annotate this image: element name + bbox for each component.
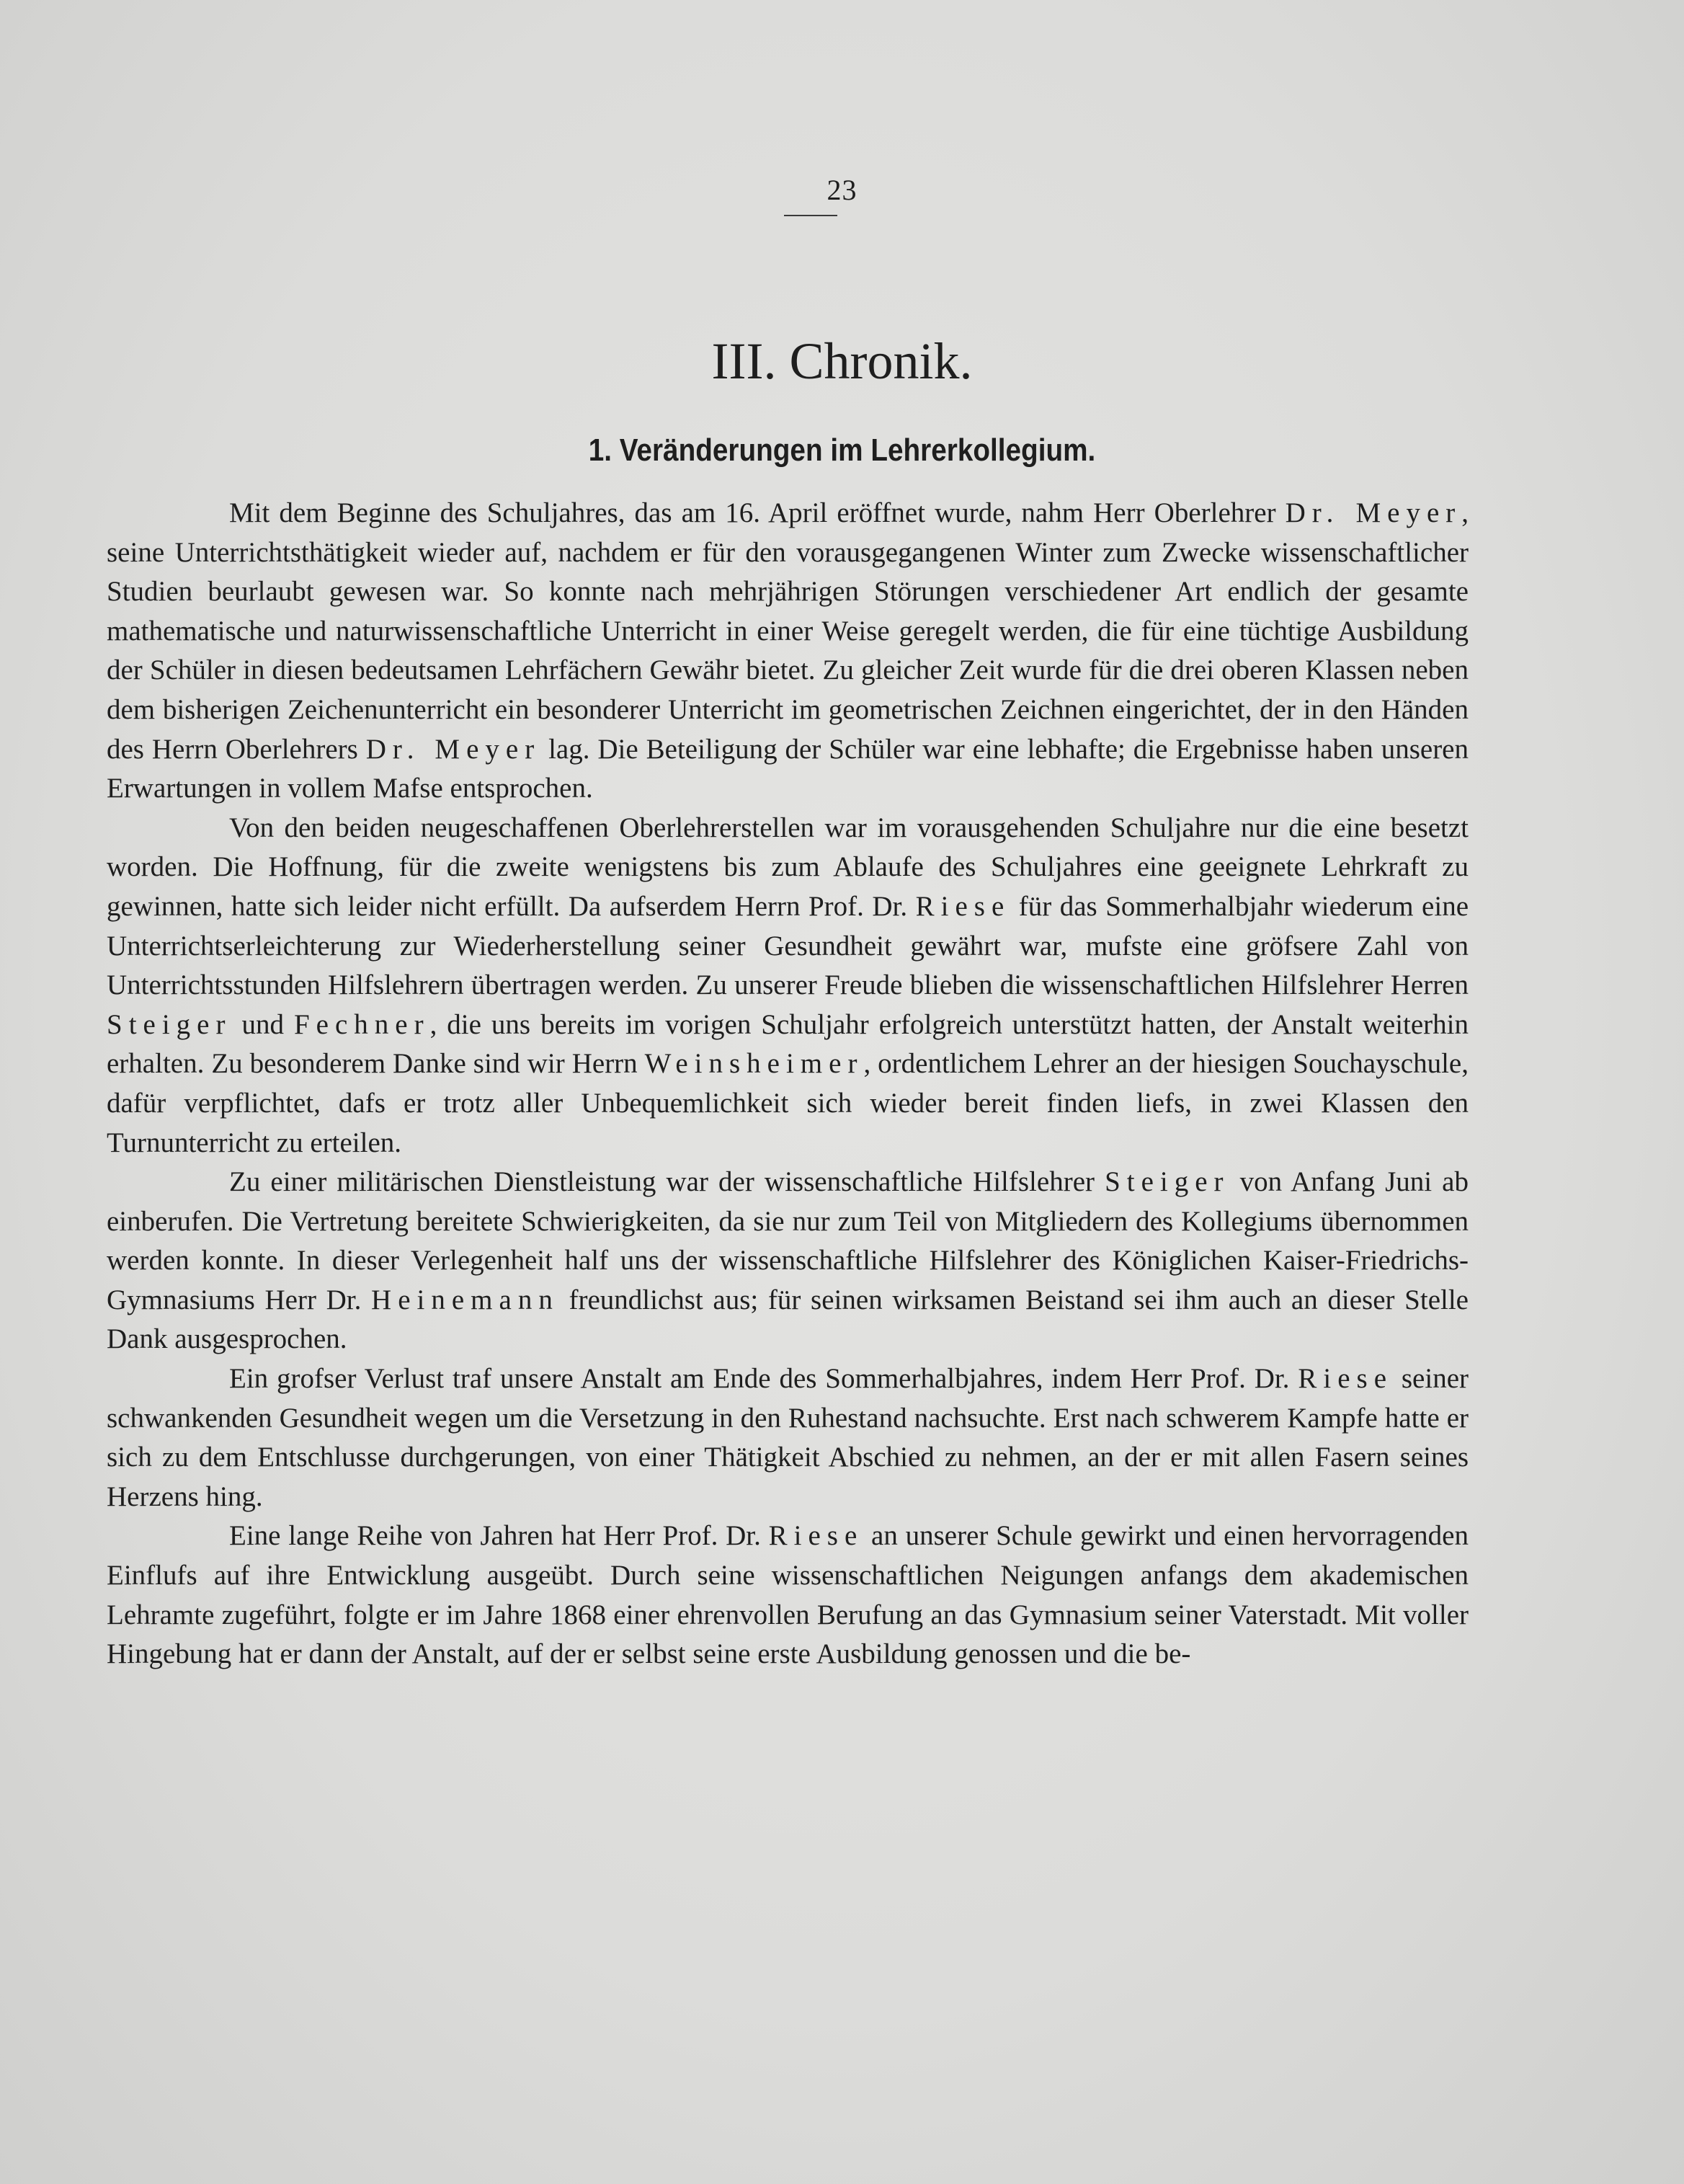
chapter-title: III. Chronik.	[711, 332, 973, 390]
text-run: , die uns bereits im vorigen Schuljahr erfolgreich unterstützt hatten, der Anstalt weiterhin erhalten. Zu besonderem Danke sind wir Herrn	[107, 1008, 1469, 1080]
name-steiger: Steiger	[1105, 1166, 1230, 1198]
paragraph-3	[107, 1163, 1469, 1359]
name-riese: Riese	[1298, 1363, 1394, 1395]
paragraph-2	[107, 809, 1469, 1163]
text-run: lag. Die Beteiligung der Schüler war eine lebhafte; die Ergebnisse haben unseren Erwartungen in vollem Mafse entsprochen.	[107, 733, 1469, 804]
paragraph-5	[107, 1517, 1469, 1674]
paragraph-4	[107, 1359, 1469, 1517]
text-run: für das Sommerhalbjahr wiederum eine Unterrichtserleichterung zur Wiederherstellung seiner Gesundheit gewährt war, mufste eine gröfsere Zahl von Unterrichtsstunden Hilfslehrern übertragen werden. Zu unserer Freude blieben die wissenschaftlichen Hilfslehrer Herren	[107, 890, 1469, 1001]
name-meyer: Dr. Meyer	[365, 733, 541, 765]
text-run: und	[231, 1008, 294, 1040]
page-number-rule	[784, 215, 837, 216]
name-weinsheimer: Weinsheimer	[644, 1048, 864, 1080]
text-run: Ein grofser Verlust traf unsere Anstalt am Ende des Sommerhalbjahres, indem Herr Prof. Dr.	[229, 1363, 1298, 1395]
name-riese: Riese	[915, 890, 1011, 922]
text-run: an unserer Schule gewirkt und einen hervorragenden Einflufs auf ihre Entwicklung ausgeübt. Durch seine wissenschaftlichen Neigungen anfangs dem akademischen Lehramte zugeführt, folgte er im Jahre 1868 einer ehrenvollen Berufung an das Gymnasium seiner Vaterstadt. Mit voller Hingebung hat er dann der Anstalt, auf der er selbst seine erste Ausbildung genossen und die be-	[107, 1520, 1469, 1670]
text-run: seiner schwankenden Gesundheit wegen um die Versetzung in den Ruhestand nachsuchte. Erst nach schwerem Kampfe hatte er sich zu dem Entschlusse durchgerungen, von einer Thätigkeit Abschied zu nehmen, an der er mit allen Fasern seines Herzens hing.	[107, 1363, 1469, 1512]
text-run: Eine lange Reihe von Jahren hat Herr Prof. Dr.	[229, 1520, 769, 1552]
page-number: 23	[827, 174, 857, 206]
paragraph-1	[107, 494, 1469, 809]
text-run: Zu einer militärischen Dienstleistung war der wissenschaftliche Hilfslehrer	[229, 1166, 1105, 1198]
name-heinemann: Heinemann	[371, 1284, 559, 1315]
section-title: 1. Veränderungen im Lehrerkollegium.	[588, 432, 1096, 468]
text-run: Mit dem Beginne des Schuljahres, das am 16. April eröffnet wurde, nahm Herr Oberlehrer	[229, 497, 1286, 528]
name-steiger: Steiger	[107, 1008, 232, 1040]
body-text	[107, 494, 1469, 1674]
text-run: von Anfang Juni ab einberufen. Die Vertretung bereitete Schwierigkeiten, da sie nur zum Teil von Mitgliedern des Kollegiums übernommen werden konnte. In dieser Verlegenheit half uns der wissenschaftliche Hilfslehrer des Königlichen Kaiser-Friedrichs-Gymnasiums Herr Dr.	[107, 1166, 1469, 1315]
text-run: Von den beiden neugeschaffenen Oberlehrerstellen war im vorausgehenden Schuljahre nur die eine besetzt worden. Die Hoffnung, für die zweite wenigstens bis zum Ablaufe des Schuljahres eine geeignete Lehrkraft zu gewinnen, hatte sich leider nicht erfüllt. Da aufserdem Herrn Prof. Dr.	[107, 812, 1469, 922]
text-run: , seine Unterrichtsthätigkeit wieder auf, nachdem er für den vorausgegangenen Winter zum Zwecke wissenschaftlicher Studien beurlaubt gewesen war. So konnte nach mehrjährigen Störungen verschiedener Art endlich der gesamte mathematische und naturwissenschaftliche Unterricht in einer Weise geregelt werden, die für eine tüchtige Ausbildung der Schüler in diesen bedeutsamen Lehrfächern Gewähr bietet. Zu gleicher Zeit wurde für die drei oberen Klassen neben dem bisherigen Zeichenunterricht ein besonderer Unterricht im geometrischen Zeichnen eingerichtet, der in den Händen des Herrn Oberlehrers	[107, 497, 1469, 765]
text-run: , ordentlichem Lehrer an der hiesigen Souchayschule, dafür verpflichtet, dafs er trotz aller Unbequemlichkeit sich wieder bereit finden liefs, in zwei Klassen den Turnunterricht zu erteilen.	[107, 1048, 1469, 1158]
name-riese: Riese	[768, 1520, 864, 1552]
name-meyer: Dr. Meyer	[1285, 497, 1462, 528]
text-run: freundlichst aus; für seinen wirksamen Beistand sei ihm auch an dieser Stelle Dank ausgesprochen.	[107, 1284, 1469, 1355]
name-fechner: Fechner	[293, 1008, 430, 1040]
